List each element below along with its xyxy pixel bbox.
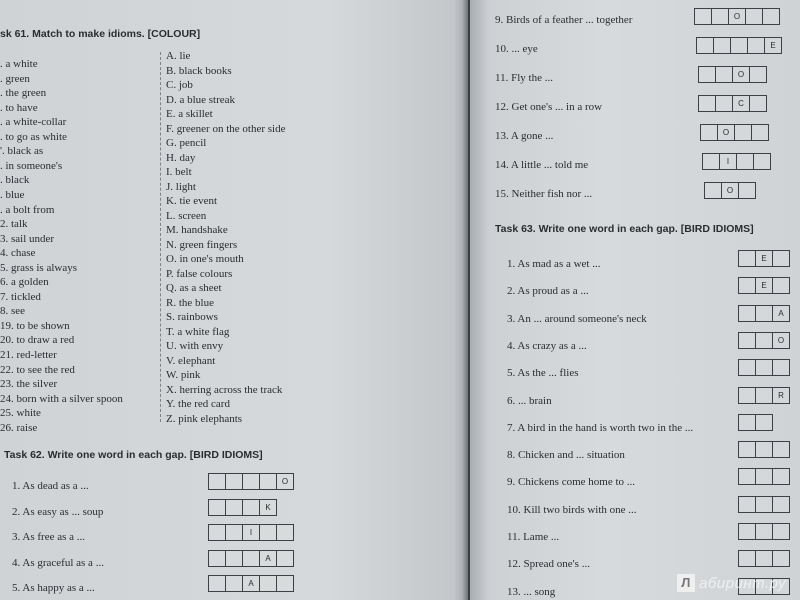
answer-cell[interactable] (259, 524, 277, 541)
idiom-start: 8. see (0, 305, 26, 318)
task63-title: Task 63. Write one word in each gap. [BIRD IDIOMS] (495, 223, 754, 235)
answer-cell[interactable]: E (764, 37, 782, 54)
idiom-end: U. with envy (166, 340, 224, 352)
answer-cell[interactable] (755, 550, 773, 567)
answer-cell[interactable]: K (259, 499, 277, 516)
idiom-end: T. a white flag (166, 325, 230, 338)
idiom-gap-item: 13. A gone ... (495, 130, 554, 142)
idiom-start: 7. tickled (0, 290, 41, 303)
answer-cell[interactable] (772, 441, 790, 458)
idiom-start: 4. chase (0, 247, 36, 260)
idiom-end: Z. pink elephants (166, 412, 243, 425)
idiom-start: 19. to be shown (0, 319, 70, 332)
answer-cell[interactable] (755, 305, 773, 322)
answer-cell[interactable] (772, 496, 790, 513)
idiom-gap-item: 5. As the ... flies (507, 367, 579, 380)
idiom-start: 23. the silver (0, 378, 58, 391)
answer-cell[interactable] (738, 305, 756, 322)
answer-grid (738, 468, 790, 485)
answer-grid (738, 277, 790, 294)
answer-cell[interactable] (259, 473, 277, 490)
answer-cell[interactable]: E (755, 250, 773, 267)
answer-cell[interactable]: O (717, 124, 735, 141)
idiom-end: B. black books (166, 64, 232, 77)
answer-cell[interactable] (738, 414, 756, 431)
idiom-gap-item: 10. Kill two birds with one ... (507, 503, 637, 516)
idiom-end: E. a skillet (166, 108, 213, 120)
labirint-watermark (677, 574, 786, 592)
idiom-end: S. rainbows (166, 311, 218, 323)
idiom-end: A. lie (166, 50, 191, 62)
idiom-gap-item: 15. Neither fish nor ... (495, 188, 593, 200)
idiom-end: C. job (166, 79, 193, 91)
answer-grid (208, 499, 277, 516)
idiom-start: . a white-collar (0, 116, 67, 129)
watermark-logo: Л (677, 574, 695, 592)
answer-cell[interactable]: E (755, 277, 773, 294)
idiom-gap-item: 4. As crazy as a ... (507, 339, 587, 352)
idiom-start: 3. sail under (0, 232, 55, 245)
idiom-gap-item: 11. Fly the ... (495, 72, 553, 84)
answer-cell[interactable] (694, 8, 712, 25)
answer-cell[interactable]: R (772, 387, 790, 404)
answer-cell[interactable] (276, 550, 294, 567)
answer-grid (208, 575, 294, 592)
answer-cell[interactable] (738, 250, 756, 267)
idiom-start: 5. grass is always (0, 261, 77, 274)
answer-cell[interactable] (700, 124, 718, 141)
answer-cell[interactable]: O (732, 66, 750, 83)
answer-cell[interactable] (738, 496, 756, 513)
idiom-start: . the green (0, 87, 47, 100)
answer-grid (738, 496, 790, 513)
answer-grid (738, 550, 790, 567)
answer-cell[interactable] (698, 95, 716, 112)
idiom-start: 21. red-letter (0, 349, 57, 361)
answer-cell[interactable] (755, 387, 773, 404)
idiom-start: . to have (0, 101, 38, 114)
answer-cell[interactable] (738, 277, 756, 294)
answer-cell[interactable] (772, 468, 790, 485)
answer-grid (208, 550, 294, 567)
idiom-gap-item: 11. Lame ... (507, 531, 560, 543)
answer-cell[interactable] (751, 124, 769, 141)
answer-grid (738, 523, 790, 540)
answer-grid (738, 332, 790, 349)
answer-cell[interactable] (208, 550, 226, 567)
answer-cell[interactable] (755, 414, 773, 431)
idiom-start: . blue (0, 188, 25, 201)
answer-cell[interactable]: C (732, 95, 750, 112)
answer-grid (738, 250, 790, 267)
answer-cell[interactable] (738, 523, 756, 540)
answer-cell[interactable] (734, 124, 752, 141)
answer-grid (696, 37, 782, 54)
answer-cell[interactable] (753, 153, 771, 170)
answer-cell[interactable] (730, 37, 748, 54)
answer-cell[interactable] (696, 37, 714, 54)
answer-cell[interactable] (762, 8, 780, 25)
answer-grid (738, 387, 790, 404)
idiom-gap-item: 3. As free as a ... (12, 531, 86, 543)
answer-cell[interactable]: I (242, 524, 260, 541)
answer-cell[interactable] (702, 153, 720, 170)
answer-cell[interactable] (225, 550, 243, 567)
answer-cell[interactable] (772, 359, 790, 376)
idiom-end: R. the blue (166, 296, 214, 309)
idiom-end: X. herring across the track (166, 383, 283, 396)
answer-cell[interactable]: O (728, 8, 746, 25)
answer-cell[interactable]: O (772, 332, 790, 349)
answer-cell[interactable] (715, 95, 733, 112)
answer-cell[interactable] (242, 550, 260, 567)
answer-cell[interactable] (747, 37, 765, 54)
answer-cell[interactable] (225, 575, 243, 592)
idiom-gap-item: 9. Birds of a feather ... together (495, 14, 633, 26)
answer-grid (738, 305, 790, 322)
answer-cell[interactable] (755, 496, 773, 513)
answer-grid (700, 124, 769, 141)
idiom-start: 20. to draw a red (0, 334, 75, 347)
idiom-gap-item: 9. Chickens come home to ... (507, 476, 636, 489)
task62-title: Task 62. Write one word in each gap. [BIRD IDIOMS] (4, 449, 263, 461)
idiom-end: W. pink (166, 369, 201, 381)
answer-cell[interactable] (738, 468, 756, 485)
answer-cell[interactable]: O (721, 182, 739, 199)
idiom-gap-item: 2. As proud as a ... (507, 285, 589, 298)
answer-cell[interactable] (738, 550, 756, 567)
idiom-start: . to go as white (0, 130, 67, 143)
column-divider (160, 52, 161, 422)
task61-title: sk 61. Match to make idioms. [COLOUR] (0, 28, 201, 40)
idiom-start: . a white (0, 58, 38, 70)
answer-cell[interactable] (749, 66, 767, 83)
answer-cell[interactable] (736, 153, 754, 170)
idiom-start: 24. born with a silver spoon (0, 392, 123, 405)
idiom-gap-item: 6. ... brain (507, 394, 552, 407)
answer-grid (698, 66, 767, 83)
idiom-start: 6. a golden (0, 276, 49, 289)
answer-grid (738, 414, 773, 431)
idiom-gap-item: 1. As dead as a ... (12, 480, 89, 492)
answer-grid (208, 524, 294, 541)
idiom-start: 2. talk (0, 218, 28, 231)
answer-cell[interactable] (711, 8, 729, 25)
answer-cell[interactable] (225, 499, 243, 516)
idiom-end: F. greener on the other side (166, 122, 286, 135)
answer-cell[interactable] (755, 441, 773, 458)
answer-cell[interactable] (225, 473, 243, 490)
right-page (470, 0, 800, 600)
idiom-end: D. a blue streak (166, 93, 236, 106)
answer-cell[interactable] (225, 524, 243, 541)
answer-cell[interactable]: O (276, 473, 294, 490)
answer-cell[interactable] (738, 387, 756, 404)
idiom-start: . a bolt from (0, 203, 55, 216)
answer-cell[interactable] (755, 523, 773, 540)
idiom-end: N. green fingers (166, 238, 238, 251)
answer-cell[interactable] (772, 277, 790, 294)
answer-cell[interactable] (745, 8, 763, 25)
answer-cell[interactable] (259, 575, 277, 592)
answer-cell[interactable]: A (772, 305, 790, 322)
answer-cell[interactable] (208, 499, 226, 516)
answer-grid (738, 441, 790, 458)
idiom-gap-item: 12. Spread one's ... (507, 558, 590, 571)
idiom-start: . green (0, 72, 30, 85)
idiom-end: J. light (166, 180, 196, 193)
idiom-start: . in someone's (0, 159, 63, 172)
answer-cell[interactable]: A (259, 550, 277, 567)
idiom-start: '. black as (0, 145, 44, 158)
idiom-gap-item: 5. As happy as a ... (12, 582, 95, 594)
answer-cell[interactable] (738, 441, 756, 458)
idiom-start: 22. to see the red (0, 363, 75, 376)
answer-cell[interactable] (208, 524, 226, 541)
answer-cell[interactable] (738, 359, 756, 376)
answer-cell[interactable] (772, 523, 790, 540)
answer-cell[interactable] (704, 182, 722, 199)
idiom-gap-item: 1. As mad as a wet ... (507, 258, 601, 270)
answer-cell[interactable] (698, 66, 716, 83)
answer-cell[interactable] (738, 332, 756, 349)
answer-cell[interactable] (749, 95, 767, 112)
answer-cell[interactable] (208, 575, 226, 592)
idiom-gap-item: 8. Chicken and ... situation (507, 449, 625, 462)
answer-grid (208, 473, 294, 490)
answer-cell[interactable] (755, 332, 773, 349)
idiom-end: V. elephant (166, 354, 216, 367)
idiom-gap-item: 12. Get one's ... in a row (495, 101, 603, 113)
answer-cell[interactable] (242, 473, 260, 490)
idiom-end: H. day (166, 151, 196, 164)
idiom-gap-item: 10. ... eye (495, 43, 538, 55)
idiom-gap-item: 4. As graceful as a ... (12, 556, 104, 569)
idiom-end: O. in one's mouth (166, 253, 244, 265)
watermark-text: абиринт.ру (699, 574, 786, 592)
answer-cell[interactable] (713, 37, 731, 54)
idiom-gap-item: 14. A little ... told me (495, 159, 589, 171)
answer-cell[interactable]: A (242, 575, 260, 592)
answer-cell[interactable] (738, 182, 756, 199)
idiom-gap-item: 13. ... song (507, 585, 556, 598)
answer-grid (702, 153, 771, 170)
idiom-end: K. tie event (166, 195, 218, 207)
idiom-gap-item: 7. A bird in the hand is worth two in the ... (507, 421, 694, 434)
idiom-end: M. handshake (166, 224, 228, 236)
idiom-end: Q. as a sheet (166, 282, 222, 294)
idiom-start: 25. white (0, 407, 41, 420)
answer-cell[interactable] (755, 359, 773, 376)
answer-cell[interactable] (276, 575, 294, 592)
answer-cell[interactable] (242, 499, 260, 516)
answer-cell[interactable]: I (719, 153, 737, 170)
answer-cell[interactable] (755, 468, 773, 485)
idiom-end: L. screen (166, 209, 207, 222)
idiom-gap-item: 2. As easy as ... soup (12, 505, 104, 518)
answer-grid (738, 359, 790, 376)
answer-cell[interactable] (772, 550, 790, 567)
idiom-end: I. belt (166, 166, 192, 178)
answer-grid (704, 182, 756, 199)
idiom-start: 26. raise (0, 421, 38, 434)
answer-cell[interactable] (715, 66, 733, 83)
answer-cell[interactable] (208, 473, 226, 490)
answer-cell[interactable] (276, 524, 294, 541)
answer-grid (694, 8, 780, 25)
idiom-end: Y. the red card (166, 398, 230, 410)
idiom-end: G. pencil (166, 137, 207, 149)
idiom-gap-item: 3. An ... around someone's neck (507, 312, 647, 325)
answer-grid (698, 95, 767, 112)
idiom-end: P. false colours (166, 267, 233, 280)
idiom-start: . black (0, 174, 30, 187)
answer-cell[interactable] (772, 250, 790, 267)
